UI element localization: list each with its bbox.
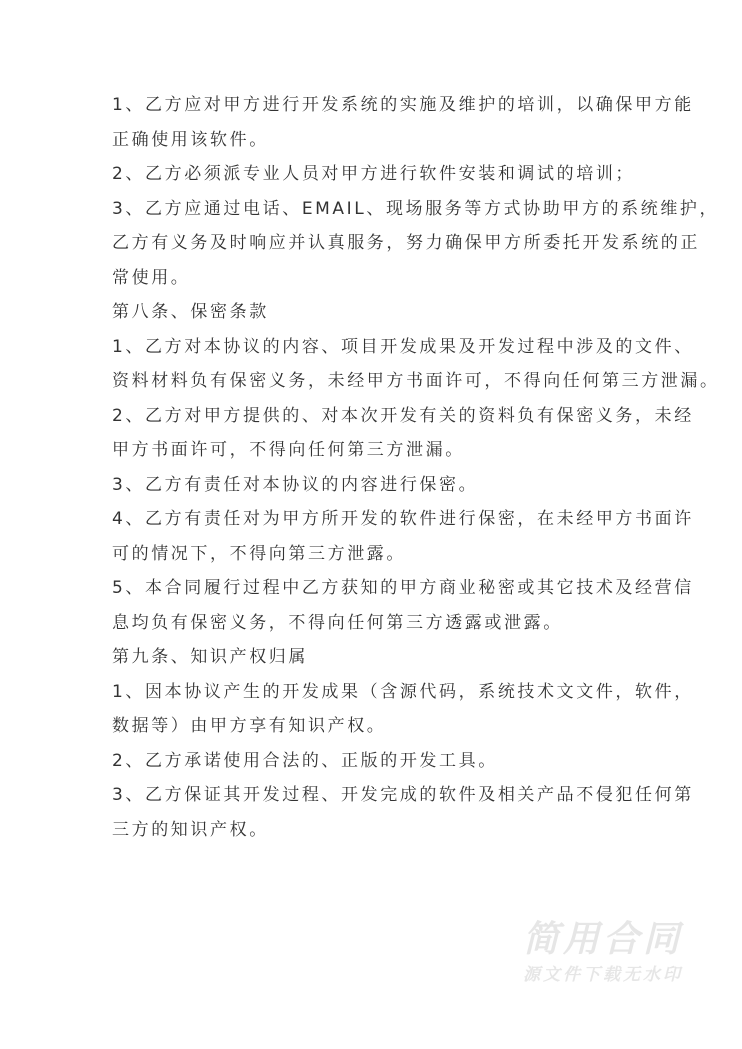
clause-7-item-3-line-3: 常使用。: [112, 267, 191, 288]
clause-7-item-3-line-1: 3、乙方应通过电话、EMAIL、现场服务等方式协助甲方的系统维护，: [112, 198, 720, 219]
clause-7-item-1-line-2: 正确使用该软件。: [112, 129, 269, 150]
clause-9-item-3-line-2: 三方的知识产权。: [112, 819, 269, 840]
watermark: [508, 920, 698, 988]
document-page: [112, 88, 720, 847]
section-heading-article-8: 第八条、保密条款: [112, 302, 269, 322]
clause-7-item-2: 2、乙方必须派专业人员对甲方进行软件安装和调试的培训；: [112, 164, 636, 184]
clause-8-item-2-line-2: 甲方书面许可，不得向任何第三方泄漏。: [112, 440, 465, 460]
clause-8-item-1-line-2: 资料材料负有保密义务，未经甲方书面许可，不得向任何第三方泄漏。: [112, 371, 720, 391]
clause-8-item-5-line-2: 息均负有保密义务，不得向任何第三方透露或泄露。: [112, 612, 563, 633]
clause-9-item-1-line-1: 1、因本协议产生的开发成果（含源代码，系统技术文文件，软件，: [112, 681, 694, 702]
clause-7-item-1-line-1: 1、乙方应对甲方进行开发系统的实施及维护的培训，以确保甲方能: [112, 95, 694, 115]
section-heading-article-9: 第九条、知识产权归属: [112, 647, 308, 667]
clause-9-item-2: 2、乙方承诺使用合法的、正版的开发工具。: [112, 750, 498, 771]
clause-9-item-3-line-1: 3、乙方保证其开发过程、开发完成的软件及相关产品不侵犯任何第: [112, 785, 694, 805]
clause-9-item-1-line-2: 数据等）由甲方享有知识产权。: [112, 716, 387, 736]
clause-8-item-1-line-1: 1、乙方对本协议的内容、项目开发成果及开发过程中涉及的文件、: [112, 336, 694, 357]
clause-7-item-3-line-2: 乙方有义务及时响应并认真服务，努力确保甲方所委托开发系统的正: [112, 233, 700, 253]
watermark-subtitle: 源文件下载无水印: [523, 965, 683, 985]
clause-8-item-2-line-1: 2、乙方对甲方提供的、对本次开发有关的资料负有保密义务，未经: [112, 405, 694, 426]
clause-8-item-4-line-1: 4、乙方有责任对为甲方所开发的软件进行保密，在未经甲方书面许: [112, 509, 694, 529]
clause-8-item-3: 3、乙方有责任对本协议的内容进行保密。: [112, 474, 479, 495]
clause-8-item-5-line-1: 5、本合同履行过程中乙方获知的甲方商业秘密或其它技术及经营信: [112, 578, 694, 598]
clause-8-item-4-line-2: 可的情况下，不得向第三方泄露。: [112, 543, 406, 564]
watermark-title: 简用合同: [522, 919, 683, 960]
